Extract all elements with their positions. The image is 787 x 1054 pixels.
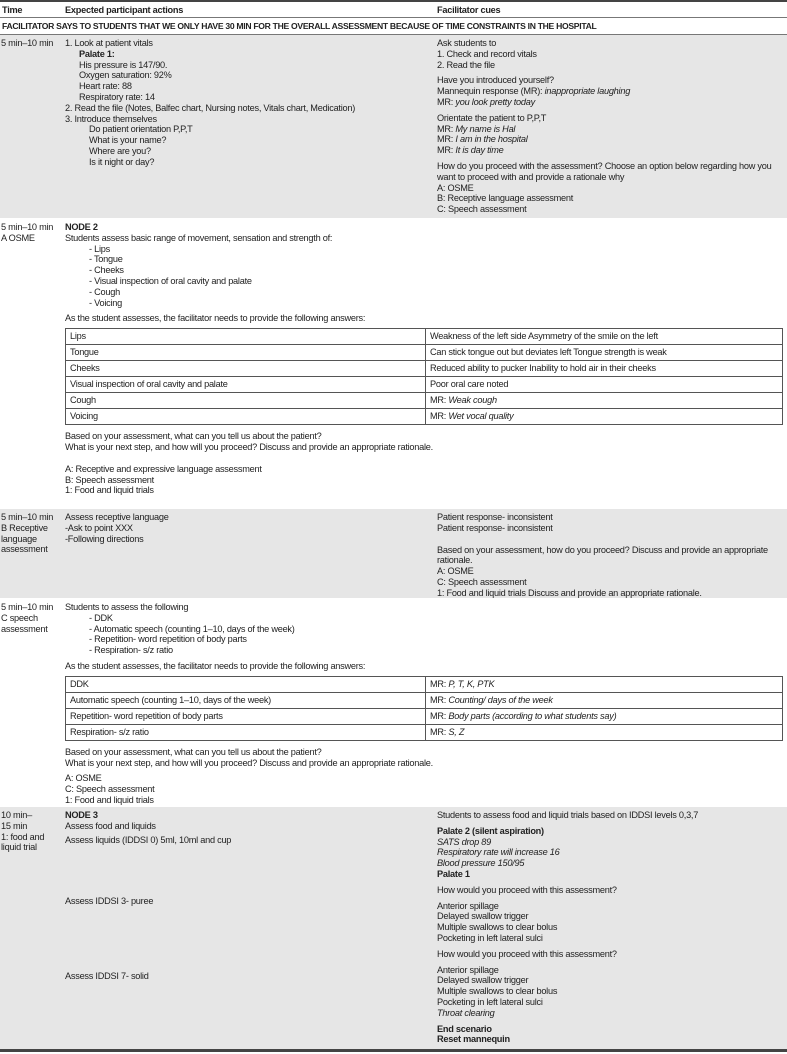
orientation-line: Where are you? bbox=[89, 145, 151, 156]
banner-row bbox=[0, 18, 787, 35]
question-line: What is your next step, and how will you proceed? Discuss and provide an appropriate rationale. bbox=[65, 441, 433, 452]
vital-hr: Heart rate: 88 bbox=[79, 81, 132, 92]
orientation-line: What is your name? bbox=[89, 135, 167, 146]
option-line: C: Speech assessment bbox=[437, 576, 527, 587]
option-line: A: Receptive and expressive language assessment bbox=[65, 463, 262, 474]
header-actions: Expected participant actions bbox=[65, 5, 184, 15]
actions-cell bbox=[65, 512, 433, 544]
option-line: A: OSME bbox=[65, 773, 102, 784]
question-line: What is your next step, and how will you proceed? Discuss and provide an appropriate rationale. bbox=[65, 757, 433, 768]
cue-line: Patient response- inconsistent bbox=[437, 512, 553, 522]
list-item: - Automatic speech (counting 1–10, days of the week) bbox=[89, 623, 295, 634]
observation-line: Anterior spillage bbox=[437, 964, 499, 975]
header-time: Time bbox=[2, 5, 23, 15]
question-line: Based on your assessment, what can you tell us about the patient? bbox=[65, 431, 322, 442]
table-row: DDK MR: P, T, K, PTK bbox=[66, 676, 783, 692]
orientation-line: Do patient orientation P,P,T bbox=[89, 124, 193, 135]
option-line: B: Receptive language assessment bbox=[437, 193, 574, 204]
cue-line: Respiratory rate will increase 16 bbox=[437, 847, 560, 858]
banner-text: FACILITATOR SAYS TO STUDENTS THAT WE ONLY HAVE 30 MIN FOR THE OVERALL ASSESSMENT BECAUSE OF TIME CONSTRAINTS IN THE HOSPITAL bbox=[2, 21, 597, 31]
table-row: Tongue Can stick tongue out but deviates left Tongue strength is weak bbox=[66, 345, 783, 361]
option-line: 1: Food and liquid trials bbox=[65, 485, 154, 496]
actions-cell bbox=[65, 38, 433, 168]
cue-line: How do you proceed with the assessment? Choose an option below regarding how you want to proceed with and provide a rationale why bbox=[437, 160, 772, 182]
node-title: NODE 2 bbox=[65, 222, 98, 232]
observation-line: Multiple swallows to clear bolus bbox=[437, 986, 558, 997]
action-line: Assess food and liquids bbox=[65, 820, 156, 831]
row-speech-assessment bbox=[0, 599, 787, 806]
header-cues: Facilitator cues bbox=[437, 5, 501, 15]
table-header bbox=[0, 3, 787, 18]
time-cell: 10 min– 15 min 1: food and liquid trial bbox=[1, 810, 45, 853]
row-intro bbox=[0, 35, 787, 218]
cue-line: Students to assess food and liquid trials based on IDDSI levels 0,3,7 bbox=[437, 810, 699, 820]
answers-intro: As the student assesses, the facilitator needs to provide the following answers: bbox=[65, 313, 366, 324]
list-item: - Voicing bbox=[89, 297, 122, 308]
orientation-line: Is it night or day? bbox=[89, 156, 155, 167]
row-receptive-language bbox=[0, 509, 787, 598]
option-line: C: Speech assessment bbox=[437, 204, 527, 215]
option-line: A: OSME bbox=[437, 566, 474, 577]
actions-cell bbox=[65, 810, 433, 981]
palate-label: Palate 2 (silent aspiration) bbox=[437, 825, 544, 836]
action-line: Assess IDDSI 3- puree bbox=[65, 896, 154, 906]
cue-line: MR: I am in the hospital bbox=[437, 134, 528, 145]
answers-table bbox=[65, 676, 783, 741]
table-row: Voicing MR: Wet vocal quality bbox=[66, 409, 783, 425]
observation-line: Anterior spillage bbox=[437, 900, 499, 911]
action-line: 2. Read the file (Notes, Balfec chart, Nursing notes, Vitals chart, Medication) bbox=[65, 102, 356, 113]
cue-line: Based on your assessment, how do you proceed? Discuss and provide an appropriate rationale. bbox=[437, 544, 768, 566]
list-item: - Cough bbox=[89, 286, 120, 297]
action-line: -Following directions bbox=[65, 533, 144, 544]
reset-mannequin: Reset mannequin bbox=[437, 1034, 510, 1045]
cue-line: Have you introduced yourself? bbox=[437, 75, 554, 86]
action-line: 3. Introduce themselves bbox=[65, 113, 157, 124]
observation-line: Throat clearing bbox=[437, 1007, 495, 1018]
observation-line: Delayed swallow trigger bbox=[437, 975, 529, 986]
table-row: Respiration- s/z ratio MR: S, Z bbox=[66, 724, 783, 740]
observation-line: Pocketing in left lateral sulci bbox=[437, 996, 543, 1007]
action-line: Students assess basic range of movement, sensation and strength of: bbox=[65, 232, 333, 243]
option-line: 1: Food and liquid trials bbox=[65, 794, 154, 805]
time-cell: 5 min–10 min C speech assessment bbox=[1, 602, 54, 634]
cue-line: Mannequin response (MR): inappropriate laughing bbox=[437, 86, 631, 97]
table-row: Lips Weakness of the left side Asymmetry of the smile on the left bbox=[66, 329, 783, 345]
list-item: - Cheeks bbox=[89, 265, 124, 276]
observation-line: Multiple swallows to clear bolus bbox=[437, 922, 558, 933]
time-cell: 5 min–10 min A OSME bbox=[1, 222, 54, 243]
vital-sat: Oxygen saturation: 92% bbox=[79, 70, 172, 81]
action-line: Assess liquids (IDDSI 0) 5ml, 10ml and cup bbox=[65, 834, 232, 845]
list-item: - Repetition- word repetition of body parts bbox=[89, 634, 247, 645]
cue-line: Orientate the patient to P,P,T bbox=[437, 112, 547, 123]
list-item: - Visual inspection of oral cavity and palate bbox=[89, 275, 252, 286]
list-item: - Lips bbox=[89, 243, 110, 254]
row-food-liquid-trial bbox=[0, 807, 787, 1049]
cue-line: 2. Read the file bbox=[437, 59, 495, 70]
question-line: Based on your assessment, what can you tell us about the patient? bbox=[65, 746, 322, 757]
question-line: How would you proceed with this assessment? bbox=[437, 884, 617, 895]
vital-bp: His pressure is 147/90. bbox=[79, 59, 168, 70]
node-title: NODE 3 bbox=[65, 810, 98, 820]
cues-cell bbox=[437, 38, 785, 215]
table-row: Cough MR: Weak cough bbox=[66, 393, 783, 409]
observation-line: Pocketing in left lateral sulci bbox=[437, 932, 543, 943]
table-row: Repetition- word repetition of body parts MR: Body parts (according to what students say) bbox=[66, 708, 783, 724]
time-cell: 5 min–10 min B Receptive language assessment bbox=[1, 512, 54, 555]
option-line: C: Speech assessment bbox=[65, 784, 155, 795]
cue-line: SATS drop 89 bbox=[437, 836, 492, 847]
action-line: -Ask to point XXX bbox=[65, 522, 133, 533]
cues-cell bbox=[437, 512, 785, 599]
option-line: B: Speech assessment bbox=[65, 474, 154, 485]
cue-line: Patient response- inconsistent bbox=[437, 522, 553, 533]
action-line: 1. Look at patient vitals bbox=[65, 38, 153, 48]
vital-rr: Respiratory rate: 14 bbox=[79, 91, 155, 102]
table-row: Visual inspection of oral cavity and palate Poor oral care noted bbox=[66, 377, 783, 393]
table-row: Automatic speech (counting 1–10, days of the week) MR: Counting/ days of the week bbox=[66, 692, 783, 708]
cues-cell bbox=[437, 810, 785, 1045]
row-osme bbox=[0, 219, 787, 508]
action-line: Assess receptive language bbox=[65, 512, 169, 522]
top-rule bbox=[0, 0, 787, 2]
cue-line: MR: My name is Hal bbox=[437, 123, 516, 134]
end-scenario: End scenario bbox=[437, 1023, 492, 1034]
cue-line: MR: you look pretty today bbox=[437, 96, 535, 107]
answers-table bbox=[65, 328, 783, 425]
option-line: 1: Food and liquid trials Discuss and provide an appropriate rationale. bbox=[437, 587, 702, 598]
observation-line: Delayed swallow trigger bbox=[437, 911, 529, 922]
cue-line: Blood pressure 150/95 bbox=[437, 858, 525, 869]
cue-line: Ask students to bbox=[437, 38, 497, 48]
list-item: - Tongue bbox=[89, 254, 123, 265]
cue-line: 1. Check and record vitals bbox=[437, 48, 537, 59]
palate-label: Palate 1 bbox=[437, 868, 470, 879]
action-line: Students to assess the following bbox=[65, 602, 189, 612]
actions-cell bbox=[65, 602, 785, 806]
action-line: Assess IDDSI 7- solid bbox=[65, 971, 149, 981]
option-line: A: OSME bbox=[437, 182, 474, 193]
palate-label: Palate 1: bbox=[79, 48, 115, 59]
time-cell: 5 min–10 min bbox=[1, 38, 54, 48]
actions-cell bbox=[65, 222, 785, 496]
list-item: - DDK bbox=[89, 612, 113, 623]
question-line: How would you proceed with this assessment? bbox=[437, 948, 617, 959]
bottom-rule bbox=[0, 1049, 787, 1052]
cue-line: MR: It is day time bbox=[437, 145, 504, 156]
list-item: - Respiration- s/z ratio bbox=[89, 645, 173, 656]
table-row: Cheeks Reduced ability to pucker Inability to hold air in their cheeks bbox=[66, 361, 783, 377]
answers-intro: As the student assesses, the facilitator needs to provide the following answers: bbox=[65, 660, 366, 671]
